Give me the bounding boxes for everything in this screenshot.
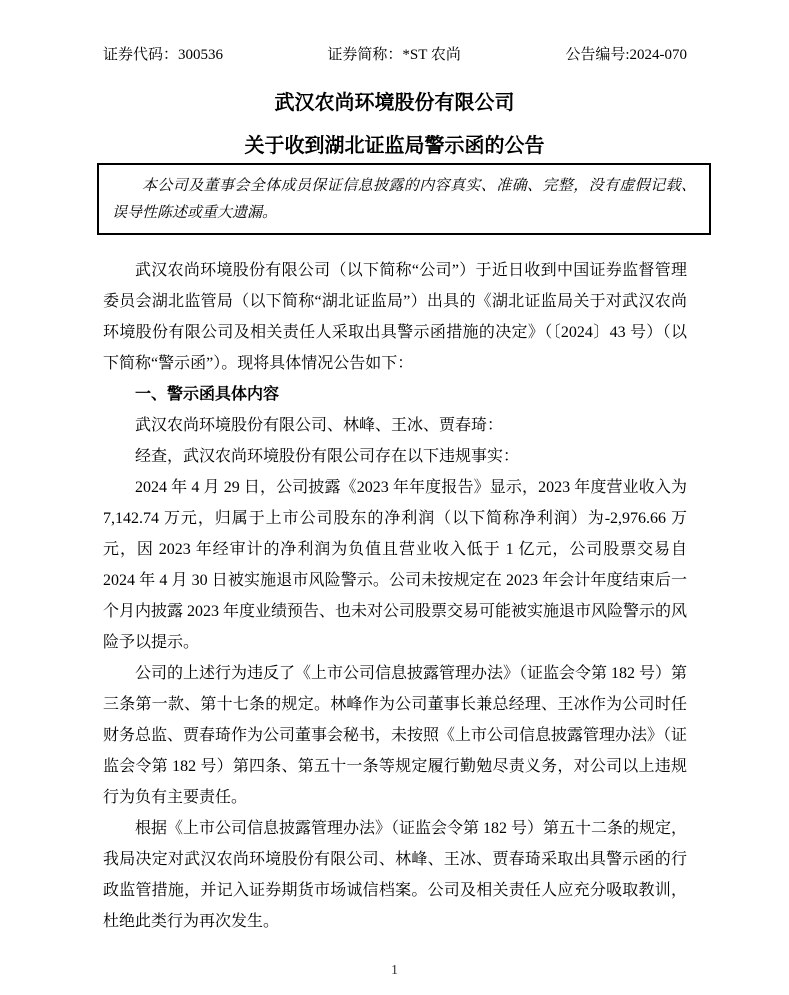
disclaimer-text: 本公司及董事会全体成员保证信息披露的内容真实、准确、完整，没有虚假记载、误导性陈述或重大遗漏。 xyxy=(112,178,696,221)
disclaimer-box xyxy=(97,163,711,235)
stock-abbreviation: 证券简称：*ST 农尚 xyxy=(327,47,461,63)
page-number: 1 xyxy=(391,963,398,978)
facts-intro-line: 经查，武汉农尚环境股份有限公司存在以下违规事实： xyxy=(135,448,520,465)
decision-paragraph: 根据《上市公司信息披露管理办法》（证监会令第 182 号）第五十二条的规定，我局决定对武汉农尚环境股份有限公司、林峰、王冰、贾春琦采取出具警示函的行政监管措施，并记入证券期货市场诚信档案。公司及相关责任人应充分吸取教训，杜绝此类行为再次发生。 xyxy=(103,820,688,930)
violation-paragraph: 公司的上述行为违反了《上市公司信息披露管理办法》（证监会令第 182 号）第三条第一款、第十七条的规定。林峰作为公司董事长兼总经理、王冰作为公司时任财务总监、贾春琦作为公司董事会秘书，未按照《上市公司信息披露管理办法》（证监会令第 182 号）第四条、第五十一条等规定履行勤勉尽责义务，对公司以上违规行为负有主要责任。 xyxy=(103,665,688,806)
announcement-title: 关于收到湖北证监局警示函的公告 xyxy=(244,135,545,157)
section-1-heading: 一、警示函具体内容 xyxy=(135,386,280,403)
document-header xyxy=(103,46,687,64)
facts-paragraph: 2024 年 4 月 29 日，公司披露《2023 年年度报告》显示，2023 年度营业收入为 7,142.74 万元，归属于上市公司股东的净利润（以下简称净利润）为-2,976.66 万元，因 2023 年经审计的净利润为负值且营业收入低于 1 亿元，公司股票交易自 2024 年 4 月 30 日被实施退市风险警示。公司未按规定在 2023 年会计年度结束后一个月内披露 2023 年度业绩预告、也未对公司股票交易可能被实施退市风险警示的风险予以提示。 xyxy=(103,479,688,651)
company-name-title: 武汉农尚环境股份有限公司 xyxy=(274,92,515,114)
document-body xyxy=(103,255,687,937)
salutation-line: 武汉农尚环境股份有限公司、林峰、王冰、贾春琦： xyxy=(135,417,504,434)
page-footer xyxy=(0,963,789,979)
intro-paragraph: 武汉农尚环境股份有限公司（以下简称“公司”）于近日收到中国证券监督管理委员会湖北监管局（以下简称“湖北证监局”）出具的《湖北证监局关于对武汉农尚环境股份有限公司及相关责任人采取出具警示函措施的决定》（〔2024〕43 号）（以下简称“警示函”）。现将具体情况公告如下： xyxy=(103,262,687,372)
stock-code: 证券代码：300536 xyxy=(103,47,224,63)
announcement-number: 公告编号:2024-070 xyxy=(565,47,687,63)
